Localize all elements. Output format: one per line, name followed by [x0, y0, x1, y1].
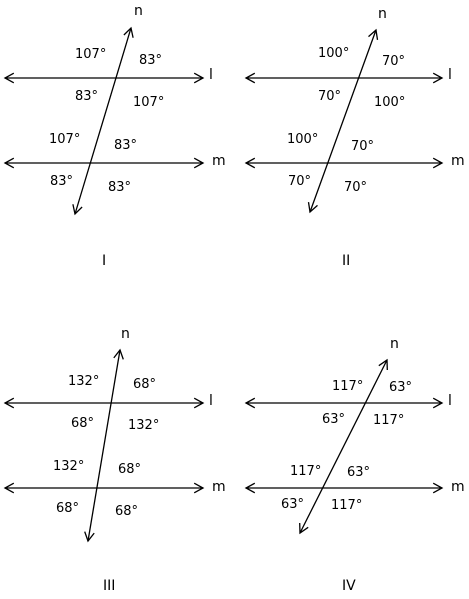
- angle-m-top-right: 68°: [118, 462, 142, 477]
- panel-caption: IV: [342, 578, 356, 594]
- angle-l-top-right: 83°: [139, 53, 163, 68]
- line-l: [5, 398, 203, 408]
- transversal-label: n: [390, 336, 399, 352]
- angle-l-top-left: 117°: [332, 379, 364, 394]
- line-m: [246, 483, 442, 493]
- line-l-label: l: [209, 393, 213, 409]
- angle-l-top-left: 107°: [75, 47, 107, 62]
- angle-m-top-left: 107°: [49, 132, 81, 147]
- panel-caption: III: [103, 578, 116, 594]
- angle-m-bottom-right: 70°: [344, 180, 368, 195]
- angle-l-bottom-left: 63°: [322, 412, 346, 427]
- angle-l-bottom-left: 83°: [75, 89, 99, 104]
- panel-caption: II: [342, 253, 351, 269]
- line-m: [246, 158, 442, 168]
- angle-l-top-right: 63°: [389, 380, 413, 395]
- angle-m-bottom-right: 68°: [115, 504, 139, 519]
- line-m: [5, 158, 203, 168]
- angle-m-bottom-right: 117°: [331, 498, 363, 513]
- angle-m-top-left: 100°: [287, 132, 319, 147]
- transversal-label: n: [134, 3, 143, 19]
- line-m-label: m: [451, 153, 465, 169]
- line-m: [5, 483, 203, 493]
- line-l-label: l: [448, 67, 452, 83]
- panel-i: [5, 3, 226, 269]
- line-m-label: m: [451, 479, 465, 495]
- angle-l-top-left: 100°: [318, 46, 350, 61]
- angle-m-bottom-left: 68°: [56, 501, 80, 516]
- panel-caption: I: [102, 253, 107, 269]
- angle-l-bottom-right: 117°: [373, 413, 405, 428]
- angle-m-top-right: 83°: [114, 138, 138, 153]
- line-l-label: l: [209, 67, 213, 83]
- line-l: [5, 73, 203, 83]
- angle-l-bottom-left: 70°: [318, 89, 342, 104]
- line-m-label: m: [212, 153, 226, 169]
- angle-l-top-left: 132°: [68, 374, 100, 389]
- angle-l-top-right: 70°: [382, 54, 406, 69]
- line-l-label: l: [448, 393, 452, 409]
- panel-ii: [246, 6, 465, 269]
- angle-l-top-right: 68°: [133, 377, 157, 392]
- angle-l-bottom-right: 100°: [374, 95, 406, 110]
- panel-iii: [5, 326, 226, 594]
- line-m-label: m: [212, 479, 226, 495]
- panel-iv: [246, 336, 465, 594]
- angle-m-bottom-left: 83°: [50, 174, 74, 189]
- angle-m-bottom-left: 70°: [288, 174, 312, 189]
- angle-m-top-left: 132°: [53, 459, 85, 474]
- angle-m-bottom-right: 83°: [108, 180, 132, 195]
- angle-l-bottom-right: 132°: [128, 418, 160, 433]
- angle-m-bottom-left: 63°: [281, 497, 305, 512]
- angle-l-bottom-left: 68°: [71, 416, 95, 431]
- angle-m-top-right: 63°: [347, 465, 371, 480]
- angle-m-top-right: 70°: [351, 139, 375, 154]
- line-l: [246, 398, 442, 408]
- angle-l-bottom-right: 107°: [133, 95, 165, 110]
- line-l: [246, 73, 442, 83]
- angle-m-top-left: 117°: [290, 464, 322, 479]
- transversal-label: n: [121, 326, 130, 342]
- transversal-label: n: [378, 6, 387, 22]
